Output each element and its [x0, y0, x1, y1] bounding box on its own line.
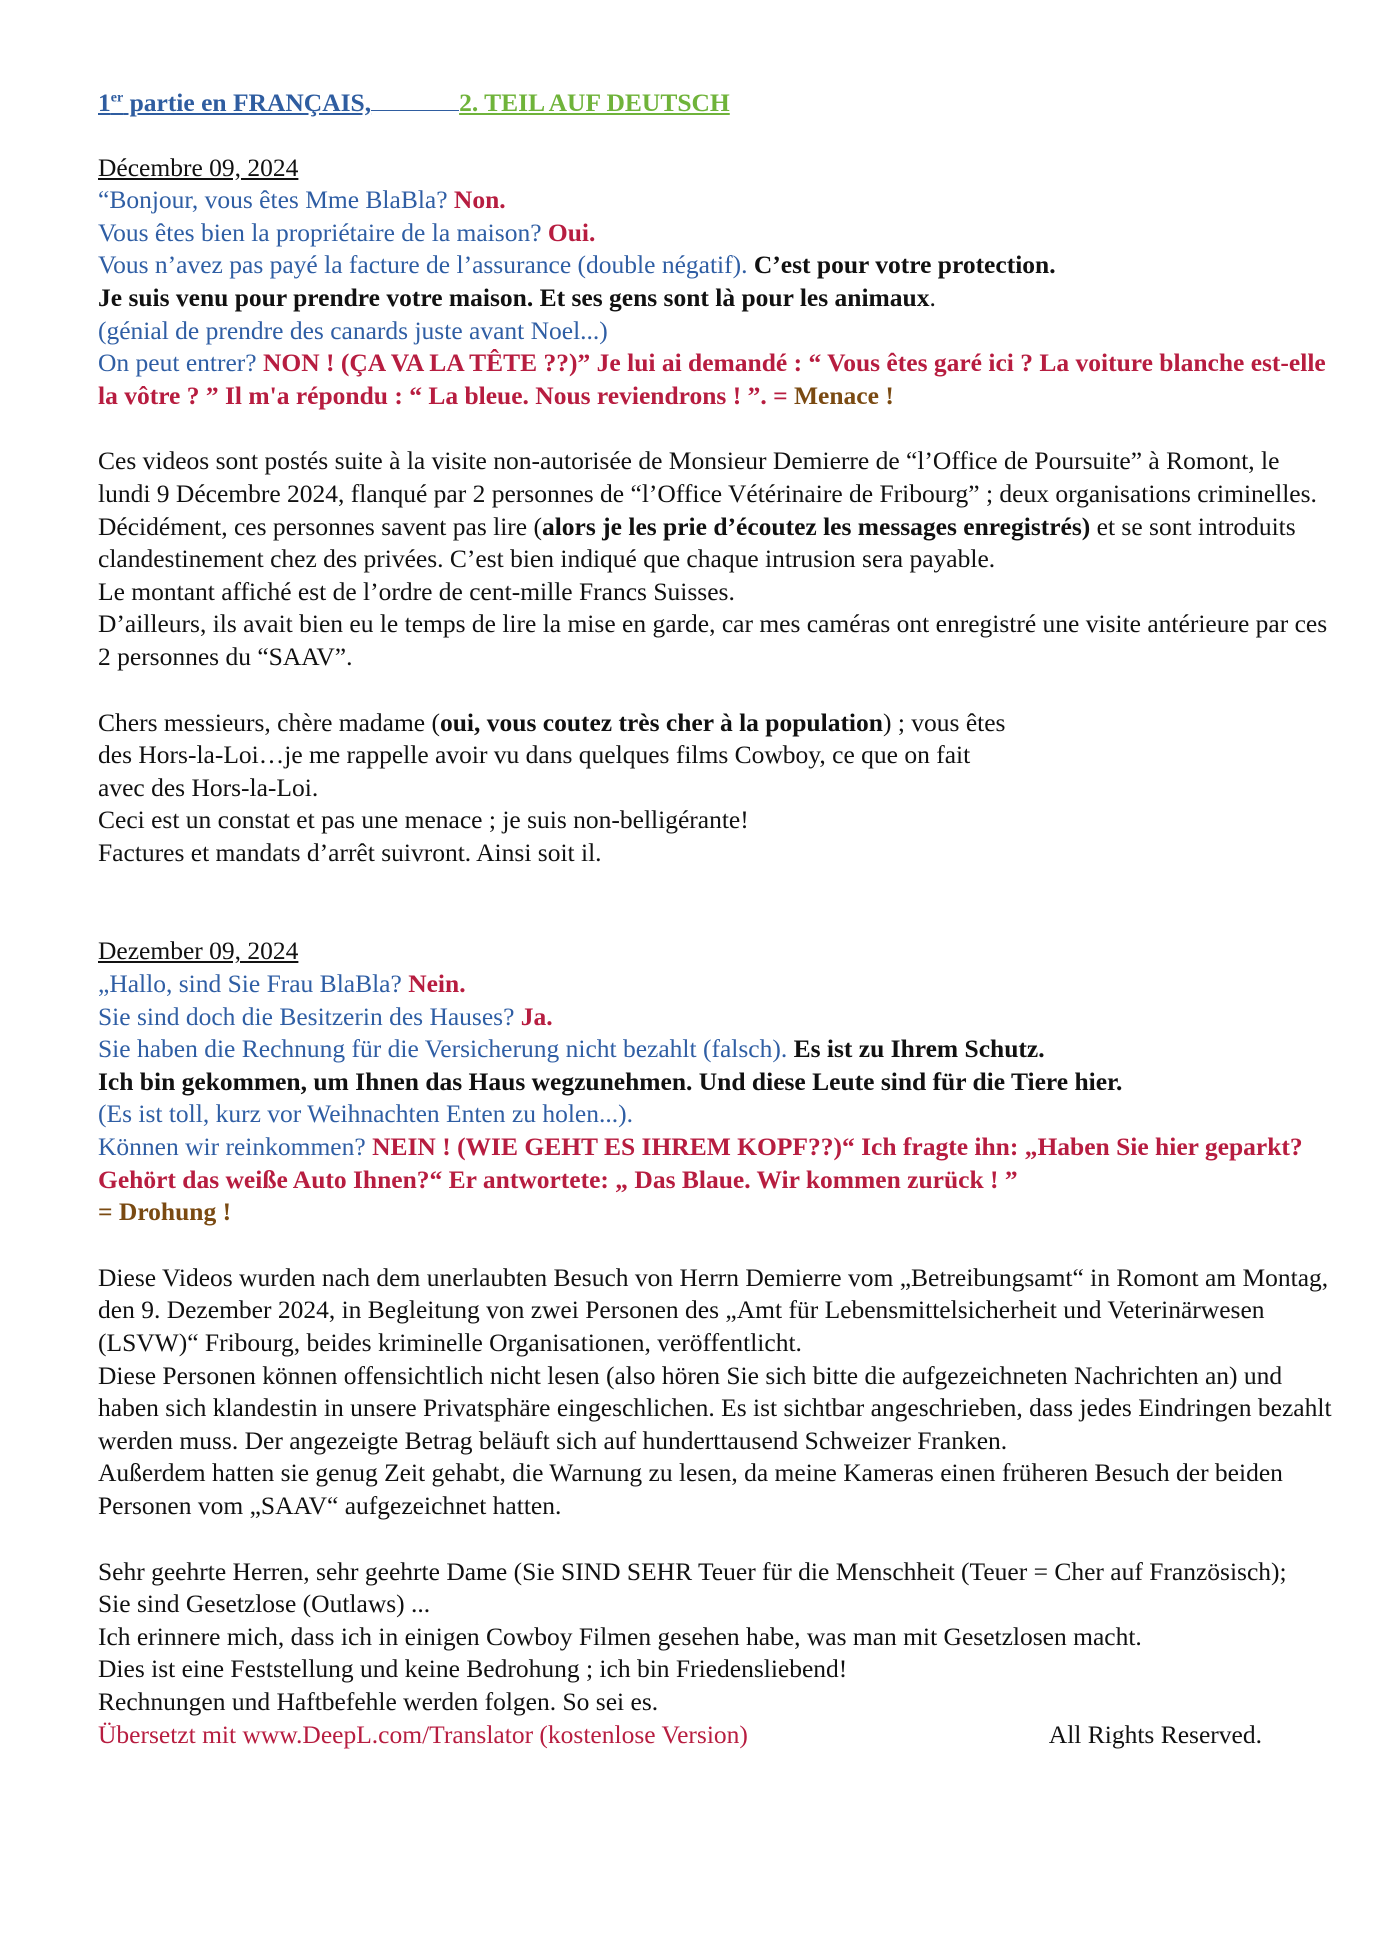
de-paragraph-3: Außerdem hatten sie genug Zeit gehabt, die Warnung zu lesen, da meine Kameras einen früheren Besuch der beiden Personen vom „SAAV“ aufgezeichnet hatten.: [98, 1458, 1283, 1520]
fr-paragraph-1: Ces videos sont postés suite à la visite non-autorisée de Monsieur Demierre de “l’Office de Poursuite” à Romont, le lundi 9 Décembre 2024, flanqué par 2 personnes de “l’Office Vétérinaire de Fribourg” ; deux organisations criminelles.: [98, 446, 1317, 508]
fr-dialog-line-4: Je suis venu pour prendre votre maison. Et ses gens sont là pour les animaux.: [98, 282, 936, 312]
de-paragraph-8: Rechnungen und Haftbefehle werden folgen. So sei es.: [98, 1686, 659, 1716]
de-paragraph-2: Diese Personen können offensichtlich nicht lesen (also hören Sie sich bitte die aufgezeichneten Nachrichten an) und haben sich klandestin in unsere Privatsphäre eingeschlichen. Es ist sichtbar angeschrieben, dass jedes Eindringen bezahlt werden muss. Der angezeigte Betrag beläuft sich auf hunderttausend Schweizer Franken.: [98, 1360, 1332, 1455]
fr-paragraph-5: Chers messieurs, chère madame (oui, vous coutez très cher à la population) ; vous êtes: [98, 707, 1006, 737]
de-dialog-line-3: Sie haben die Rechnung für die Versicherung nicht bezahlt (falsch). Es ist zu Ihrem Schutz.: [98, 1034, 1045, 1064]
header-superscript: er: [110, 90, 124, 106]
de-paragraph-4: Sehr geehrte Herren, sehr geehrte Dame (Sie SIND SEHR Teuer für die Menschheit (Teuer = Cher auf Französisch);: [98, 1556, 1287, 1586]
fr-dialog-line-3: Vous n’avez pas payé la facture de l’assurance (double négatif). C’est pour votre protection.: [98, 250, 1056, 280]
fr-paragraph-2: Décidément, ces personnes savent pas lire (alors je les prie d’écoutez les messages enregistrés) et se sont introduits clandestinement chez des privées. C’est bien indiqué que chaque intrusion sera payable.: [98, 511, 1296, 574]
document-header: [98, 86, 1334, 120]
fr-dialog-line-5: (génial de prendre des canards juste avant Noel...): [98, 315, 608, 345]
fr-paragraph-4: D’ailleurs, ils avait bien eu le temps de lire la mise en garde, car mes caméras ont enregistré une visite antérieure par ces 2 personnes du “SAAV”.: [98, 609, 1328, 671]
header-french: 1er partie en FRANÇAIS,: [98, 88, 372, 117]
french-section: [98, 152, 1334, 870]
fr-paragraph-6: Ceci est un constat et pas une menace ; je suis non-belligérante!: [98, 805, 749, 835]
fr-paragraph-7: Factures et mandats d’arrêt suivront. Ainsi soit il.: [98, 837, 602, 867]
fr-date: Décembre 09, 2024: [98, 152, 299, 182]
de-dialog-line-4: Ich bin gekommen, um Ihnen das Haus wegzunehmen. Und diese Leute sind für die Tiere hier.: [98, 1066, 1123, 1096]
fr-paragraph-3: Le montant affiché est de l’ordre de cent-mille Francs Suisses.: [98, 576, 735, 606]
de-paragraph-6: Ich erinnere mich, dass ich in einigen Cowboy Filmen gesehen habe, was man mit Gesetzlosen macht.: [98, 1621, 1142, 1651]
de-dialog-line-5: (Es ist toll, kurz vor Weihnachten Enten zu holen...).: [98, 1099, 633, 1129]
de-dialog-line-1: „Hallo, sind Sie Frau BlaBla? Nein.: [98, 969, 466, 999]
de-paragraph-1: Diese Videos wurden nach dem unerlaubten Besuch von Herrn Demierre vom „Betreibungsamt“ in Romont am Montag, den 9. Dezember 2024, in Begleitung von zwei Personen des „Amt für Lebensmittelsicherheit und Veterinärwesen (LSVW)“ Fribourg, beides kriminelle Organisationen, veröffentlicht.: [98, 1262, 1329, 1357]
de-paragraph-5: Sie sind Gesetzlose (Outlaws) ...: [98, 1589, 431, 1619]
de-dialog-line-2: Sie sind doch die Besitzerin des Hauses? Ja.: [98, 1001, 553, 1031]
fr-paragraph-5-line-3: avec des Hors-la-Loi.: [98, 772, 319, 802]
translator-credit: Übersetzt mit www.DeepL.com/Translator (kostenlose Version): [98, 1719, 748, 1749]
fr-dialog-line-2: Vous êtes bien la propriétaire de la maison? Oui.: [98, 217, 596, 247]
de-dialog-line-6: Können wir reinkommen? NEIN ! (WIE GEHT ES IHREM KOPF??)“ Ich fragte ihn: „Haben Sie hier geparkt? Gehört das weiße Auto Ihnen?“ Er antwortete: „ Das Blaue. Wir kommen zurück ! ” = Drohung !: [98, 1132, 1303, 1227]
fr-dialog-line-1: “Bonjour, vous êtes Mme BlaBla? Non.: [98, 185, 506, 215]
header-german: 2. TEIL AUF DEUTSCH: [459, 88, 730, 117]
german-section: [98, 935, 1334, 1751]
rights-notice: All Rights Reserved.: [1048, 1719, 1262, 1749]
document-footer: [98, 1719, 1262, 1752]
de-paragraph-7: Dies ist eine Feststellung und keine Bedrohung ; ich bin Friedensliebend!: [98, 1654, 848, 1684]
fr-paragraph-5-line-2: des Hors-la-Loi…je me rappelle avoir vu dans quelques films Cowboy, ce que on fait: [98, 740, 971, 770]
header-underline-gap: [371, 86, 459, 111]
fr-dialog-line-6: On peut entrer? NON ! (ÇA VA LA TÊTE ??)” Je lui ai demandé : “ Vous êtes garé ici ? La voiture blanche est-elle la vôtre ? ” Il m'a répondu : “ La bleue. Nous reviendrons ! ”. = Menace !: [98, 348, 1326, 410]
de-date: Dezember 09, 2024: [98, 936, 299, 966]
